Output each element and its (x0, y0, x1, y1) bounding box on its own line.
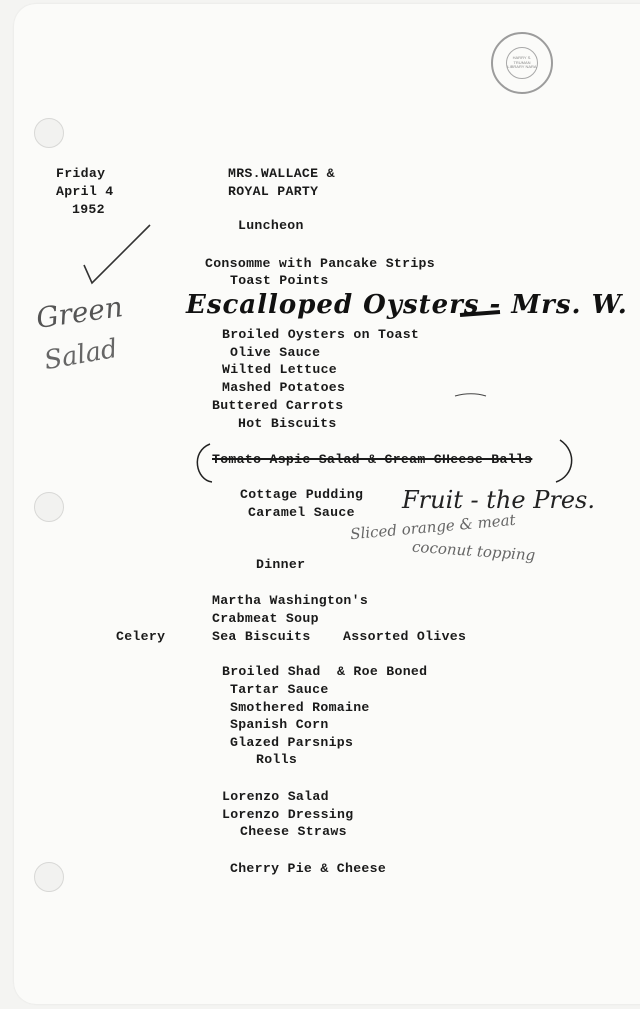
menu-item: Olive Sauce (230, 345, 321, 360)
menu-item: Cheese Straws (240, 824, 347, 839)
menu-item: Cherry Pie & Cheese (230, 861, 387, 876)
parenthesis-mark (556, 440, 572, 482)
menu-item: Broiled Shad & Roe Boned (222, 664, 428, 679)
handwritten-fruit-note: Fruit - the Pres. (402, 486, 595, 514)
menu-item: Wilted Lettuce (222, 362, 337, 377)
menu-item: Broiled Oysters on Toast (222, 327, 420, 342)
menu-item: Crabmeat Soup (212, 611, 319, 626)
menu-item: Buttered Carrots (212, 398, 344, 413)
checkmark-icon (84, 225, 150, 283)
menu-item: Lorenzo Dressing (222, 807, 354, 822)
header-day: Friday (56, 166, 106, 181)
handwritten-topping-note-2: coconut topping (411, 537, 536, 565)
menu-item: Cottage Pudding (240, 487, 364, 502)
party-line-2: ROYAL PARTY (228, 184, 319, 199)
menu-item: Spanish Corn (230, 717, 329, 732)
menu-item: Mashed Potatoes (222, 380, 346, 395)
stamp-text: HARRY S. TRUMAN LIBRARY NARA (507, 55, 537, 70)
menu-item: Martha Washington's (212, 593, 369, 608)
menu-item: Rolls (256, 752, 298, 767)
menu-item: Smothered Romaine (230, 700, 370, 715)
menu-item: Hot Biscuits (238, 416, 337, 431)
header-year: 1952 (72, 202, 105, 217)
dinner-heading: Dinner (256, 557, 306, 572)
menu-item: Lorenzo Salad (222, 789, 329, 804)
header-date: April 4 (56, 184, 114, 199)
handwritten-salad: Salad (41, 333, 120, 377)
handwritten-topping-note-1: Sliced orange & meat (349, 510, 517, 544)
parenthesis-mark (197, 444, 212, 482)
menu-item: Sea Biscuits (212, 629, 311, 644)
menu-item: Consomme with Pancake Strips (205, 256, 435, 271)
menu-item: Assorted Olives (343, 629, 467, 644)
pen-stroke (455, 394, 486, 396)
handwritten-green: Green (34, 290, 125, 335)
handwritten-oysters-note: Escalloped Oysters - Mrs. W. (186, 290, 628, 320)
crossed-out-menu-item: Tomato Aspic Salad & Cream CHeese Balls (212, 452, 533, 467)
luncheon-heading: Luncheon (238, 218, 304, 233)
menu-item: Tartar Sauce (230, 682, 329, 697)
menu-item: Toast Points (230, 273, 329, 288)
party-line-1: MRS.WALLACE & (228, 166, 335, 181)
menu-item: Glazed Parsnips (230, 735, 354, 750)
menu-item: Celery (116, 629, 166, 644)
menu-item: Caramel Sauce (248, 505, 355, 520)
